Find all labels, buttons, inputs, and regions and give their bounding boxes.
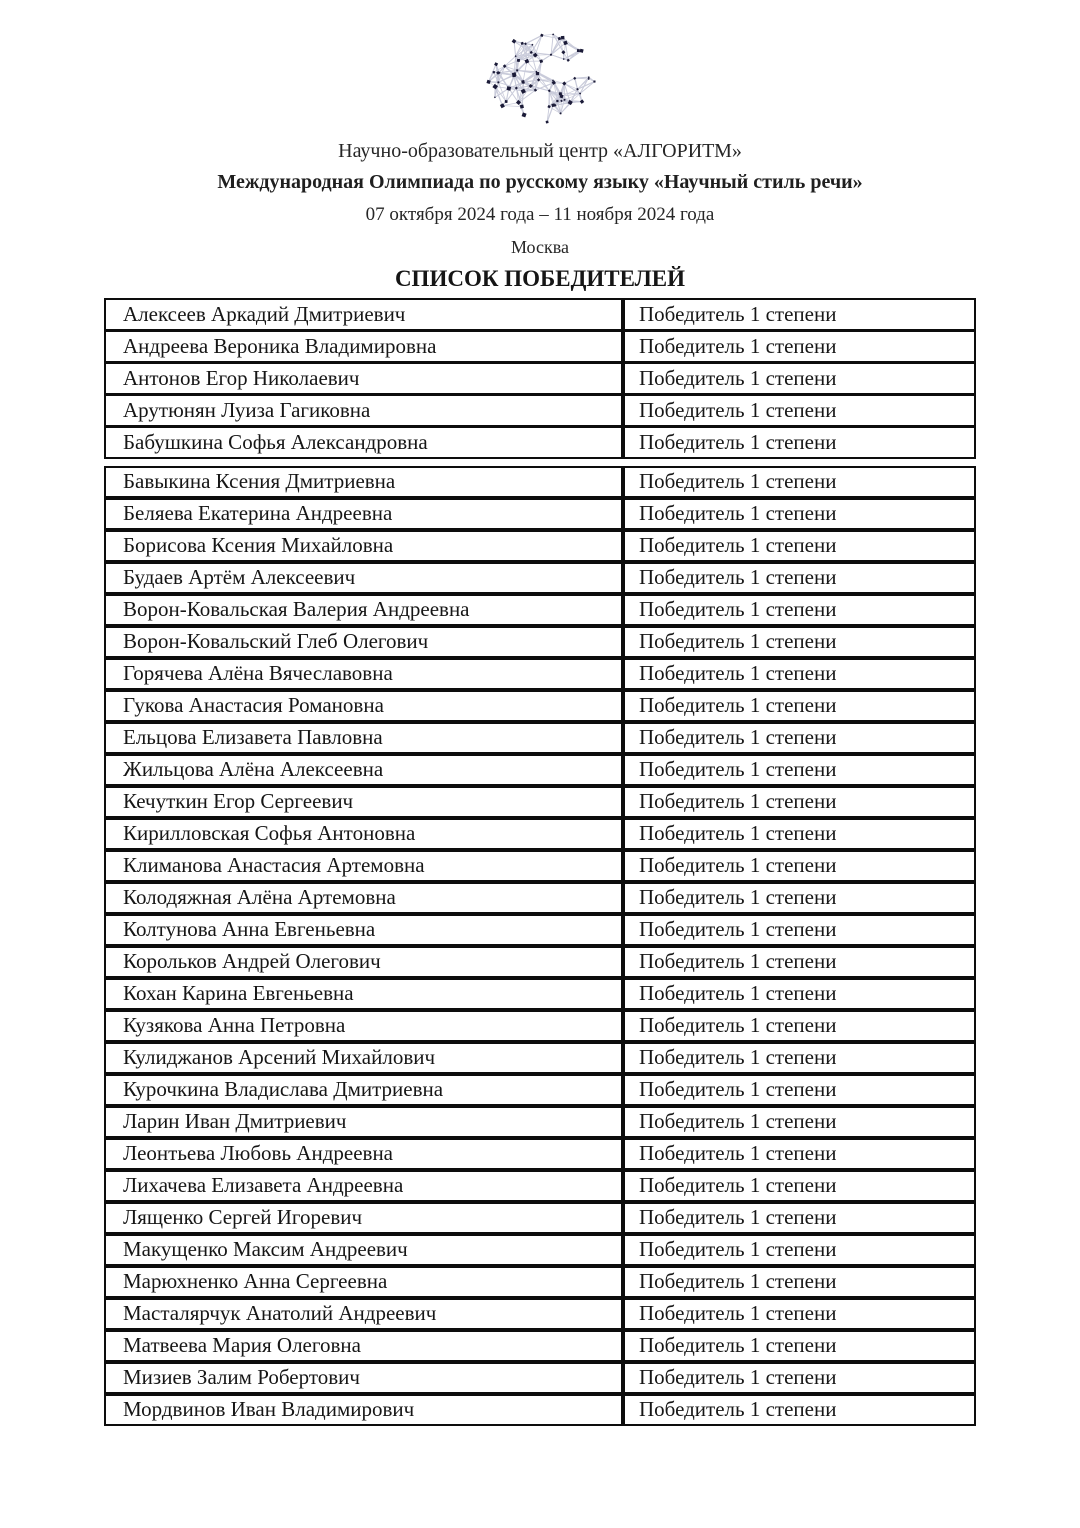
award-cell: Победитель 1 степени bbox=[623, 330, 976, 363]
winner-name-cell: Кузякова Анна Петровна bbox=[104, 1010, 623, 1043]
document-header bbox=[0, 136, 1080, 294]
winner-name-cell: Ворон-Ковальская Валерия Андреевна bbox=[104, 594, 623, 627]
award-cell: Победитель 1 степени bbox=[623, 362, 976, 395]
table-row bbox=[104, 1106, 976, 1138]
award-cell: Победитель 1 степени bbox=[623, 658, 976, 691]
award-cell: Победитель 1 степени bbox=[623, 882, 976, 915]
winner-name-cell: Колтунова Анна Евгеньевна bbox=[104, 914, 623, 947]
winner-name-cell: Горячева Алёна Вячеславовна bbox=[104, 658, 623, 691]
table-row bbox=[104, 690, 976, 722]
award-cell: Победитель 1 степени bbox=[623, 394, 976, 427]
list-title: СПИСОК ПОБЕДИТЕЛЕЙ bbox=[394, 266, 686, 291]
table-row bbox=[104, 1362, 976, 1394]
organization-name: Научно-образовательный центр «АЛГОРИТМ» bbox=[338, 140, 742, 162]
table-row bbox=[104, 363, 976, 395]
winner-name-cell: Бавыкина Ксения Дмитриевна bbox=[104, 466, 623, 499]
table-row bbox=[104, 331, 976, 363]
table-row bbox=[104, 626, 976, 658]
winner-name-cell: Колодяжная Алёна Артемовна bbox=[104, 882, 623, 915]
winner-name-cell: Масталярчук Анатолий Андреевич bbox=[104, 1298, 623, 1331]
winner-name-cell: Ворон-Ковальский Глеб Олегович bbox=[104, 626, 623, 659]
winner-name-cell: Беляева Екатерина Андреевна bbox=[104, 498, 623, 531]
award-cell: Победитель 1 степени bbox=[623, 1106, 976, 1139]
table-row bbox=[104, 427, 976, 459]
award-cell: Победитель 1 степени bbox=[623, 1170, 976, 1203]
award-cell: Победитель 1 степени bbox=[623, 818, 976, 851]
award-cell: Победитель 1 степени bbox=[623, 1138, 976, 1171]
table-row bbox=[104, 498, 976, 530]
table-row bbox=[104, 1170, 976, 1202]
award-cell: Победитель 1 степени bbox=[623, 690, 976, 723]
winner-name-cell: Бабушкина Софья Александровна bbox=[104, 426, 623, 459]
award-cell: Победитель 1 степени bbox=[623, 978, 976, 1011]
winner-name-cell: Кечуткин Егор Сергеевич bbox=[104, 786, 623, 819]
award-cell: Победитель 1 степени bbox=[623, 1074, 976, 1107]
table-row bbox=[104, 818, 976, 850]
award-cell: Победитель 1 степени bbox=[623, 786, 976, 819]
award-cell: Победитель 1 степени bbox=[623, 946, 976, 979]
event-city: Москва bbox=[511, 237, 569, 257]
table-row bbox=[104, 914, 976, 946]
winner-name-cell: Борисова Ксения Михайловна bbox=[104, 530, 623, 563]
winner-name-cell: Леонтьева Любовь Андреевна bbox=[104, 1138, 623, 1171]
table-row bbox=[104, 530, 976, 562]
award-cell: Победитель 1 степени bbox=[623, 1298, 976, 1331]
table-row bbox=[104, 754, 976, 786]
table-block bbox=[104, 298, 976, 459]
award-cell: Победитель 1 степени bbox=[623, 1266, 976, 1299]
winner-name-cell: Курочкина Владислава Дмитриевна bbox=[104, 1074, 623, 1107]
winner-name-cell: Мордвинов Иван Владимирович bbox=[104, 1394, 623, 1427]
table-row bbox=[104, 786, 976, 818]
winner-name-cell: Кулиджанов Арсений Михайлович bbox=[104, 1042, 623, 1075]
award-cell: Победитель 1 степени bbox=[623, 594, 976, 627]
winner-name-cell: Ельцова Елизавета Павловна bbox=[104, 722, 623, 755]
table-row bbox=[104, 594, 976, 626]
winner-name-cell: Макущенко Максим Андреевич bbox=[104, 1234, 623, 1267]
award-cell: Победитель 1 степени bbox=[623, 466, 976, 499]
table-row bbox=[104, 298, 976, 331]
award-cell: Победитель 1 степени bbox=[623, 498, 976, 531]
award-cell: Победитель 1 степени bbox=[623, 530, 976, 563]
winner-name-cell: Марюхненко Анна Сергеевна bbox=[104, 1266, 623, 1299]
table-row bbox=[104, 1394, 976, 1426]
table-row bbox=[104, 1138, 976, 1170]
award-cell: Победитель 1 степени bbox=[623, 1362, 976, 1395]
winner-name-cell: Алексеев Аркадий Дмитриевич bbox=[104, 298, 623, 331]
winner-name-cell: Ларин Иван Дмитриевич bbox=[104, 1106, 623, 1139]
award-cell: Победитель 1 степени bbox=[623, 1202, 976, 1235]
award-cell: Победитель 1 степени bbox=[623, 1394, 976, 1427]
winner-name-cell: Кирилловская Софья Антоновна bbox=[104, 818, 623, 851]
winner-name-cell: Арутюнян Луиза Гагиковна bbox=[104, 394, 623, 427]
award-cell: Победитель 1 степени bbox=[623, 1010, 976, 1043]
table-row bbox=[104, 850, 976, 882]
table-row bbox=[104, 1330, 976, 1362]
winner-name-cell: Лященко Сергей Игоревич bbox=[104, 1202, 623, 1235]
winner-name-cell: Кохан Карина Евгеньевна bbox=[104, 978, 623, 1011]
table-row bbox=[104, 1234, 976, 1266]
award-cell: Победитель 1 степени bbox=[623, 1234, 976, 1267]
award-cell: Победитель 1 степени bbox=[623, 298, 976, 331]
winner-name-cell: Будаев Артём Алексеевич bbox=[104, 562, 623, 595]
table-row bbox=[104, 1010, 976, 1042]
award-cell: Победитель 1 степени bbox=[623, 1042, 976, 1075]
winners-table bbox=[104, 298, 976, 1426]
award-cell: Победитель 1 степени bbox=[623, 626, 976, 659]
table-block bbox=[104, 466, 976, 1427]
table-row bbox=[104, 946, 976, 978]
winner-name-cell: Антонов Егор Николаевич bbox=[104, 362, 623, 395]
award-cell: Победитель 1 степени bbox=[623, 914, 976, 947]
award-cell: Победитель 1 степени bbox=[623, 426, 976, 459]
winner-name-cell: Андреева Вероника Владимировна bbox=[104, 330, 623, 363]
winner-name-cell: Жильцова Алёна Алексеевна bbox=[104, 754, 623, 787]
table-row bbox=[104, 395, 976, 427]
award-cell: Победитель 1 степени bbox=[623, 850, 976, 883]
winner-name-cell: Корольков Андрей Олегович bbox=[104, 946, 623, 979]
table-row bbox=[104, 722, 976, 754]
table-row bbox=[104, 1042, 976, 1074]
winner-name-cell: Матвеева Мария Олеговна bbox=[104, 1330, 623, 1363]
table-row bbox=[104, 1074, 976, 1106]
logo-container bbox=[0, 0, 1080, 132]
event-title: Международная Олимпиада по русскому языку «Научный стиль речи» bbox=[217, 171, 863, 193]
award-cell: Победитель 1 степени bbox=[623, 562, 976, 595]
award-cell: Победитель 1 степени bbox=[623, 1330, 976, 1363]
table-row bbox=[104, 1266, 976, 1298]
table-row bbox=[104, 882, 976, 914]
winner-name-cell: Гукова Анастасия Романовна bbox=[104, 690, 623, 723]
award-cell: Победитель 1 степени bbox=[623, 754, 976, 787]
winner-name-cell: Лихачева Елизавета Андреевна bbox=[104, 1170, 623, 1203]
table-row bbox=[104, 978, 976, 1010]
table-row bbox=[104, 562, 976, 594]
winner-name-cell: Климанова Анастасия Артемовна bbox=[104, 850, 623, 883]
network-sphere-logo-icon bbox=[480, 28, 600, 132]
table-row bbox=[104, 1298, 976, 1330]
table-row bbox=[104, 1202, 976, 1234]
table-row bbox=[104, 466, 976, 499]
event-dates: 07 октября 2024 года – 11 ноября 2024 года bbox=[365, 204, 715, 225]
winner-name-cell: Мизиев Залим Робертович bbox=[104, 1362, 623, 1395]
award-cell: Победитель 1 степени bbox=[623, 722, 976, 755]
table-row bbox=[104, 658, 976, 690]
